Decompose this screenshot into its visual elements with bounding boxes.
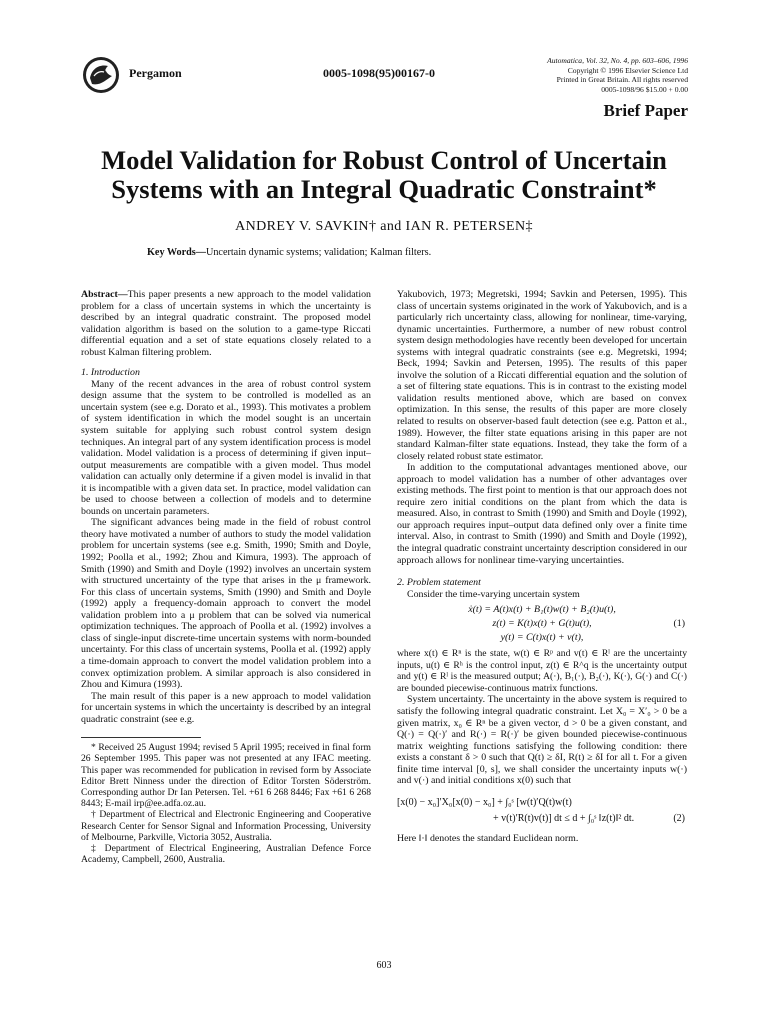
footnote-received: * Received 25 August 1994; revised 5 April 1995; received in final form 26 September 1995. This paper was not presented at any IFAC meeting. This paper was recommended for publication in revised form by Associate Editor Brett Ninness under the direction of Editor Torsten Söderström. Corresponding author Dr Ian Petersen. Tel. +61 6 268 8446; Fax +61 6 268 8443; E-mail irp@ee.adfa.oz.au.	[81, 742, 371, 810]
left-column	[81, 289, 371, 865]
equation-2-line-2-text: + v(t)′R(t)v(t)] dt ≤ d + ∫₀ˢ ‖z(t)‖² dt.	[493, 812, 635, 824]
equation-1-line-2-text: z(t) = K(t)x(t) + G(t)u(t),	[492, 618, 592, 630]
paper-title	[60, 146, 708, 204]
problem-heading: 2. Problem statement	[397, 577, 481, 589]
section-label: Brief Paper	[603, 101, 688, 120]
page-number: 603	[376, 960, 392, 971]
right-column	[397, 289, 687, 844]
authors: ANDREY V. SAVKIN† and IAN R. PETERSEN‡	[235, 219, 533, 234]
citation-printed: Printed in Great Britain. All rights reserved	[556, 75, 688, 85]
abstract-label: Abstract—	[81, 289, 128, 300]
problem-paragraph-4: Here ‖·‖ denotes the standard Euclidean norm.	[397, 832, 579, 844]
intro-paragraph-2: The significant advances being made in the field of robust control theory have motivated a number of authors to study the model validation problem for uncertain systems (see e.g. Smith, 1990; Smith and Doyle, 1992; Poolla et al., 1992; Zhou and Kimura, 1993). The approach of Smith (1990) and Smith and Doyle (1992) involves an uncertain system with structured uncertainty of the type that arises in the μ framework. For this class of uncertain systems, Smith (1990) and Smith and Doyle (1992) apply a frequency-domain approach to convert the model validation problem into a μ problem that can be solved via numerical optimization techniques. The approach of Poolla et al. (1992) involves a class of single-input discrete-time uncertain systems with norm-bounded uncertainty. For this class of uncertain systems, Poolla et al. (1992) apply a time-domain approach to convert the model validation problem into a convex optimization problem. A similar approach is also considered in Zhou and Kimura (1993).	[81, 517, 371, 691]
footnotes	[81, 742, 371, 865]
abstract-text: This paper presents a new approach to the model validation problem for a class of uncertain systems in which the uncertainty is described by an integral quadratic constraint. The proposed model validation algorithm is based on the solution to a game-type Riccati differential equation and a set of state equations closely related to a robust Kalman filtering problem.	[81, 289, 371, 358]
keywords-text: Uncertain dynamic systems; validation; Kalman filters.	[205, 247, 432, 258]
equation-2-number: (2)	[673, 812, 685, 824]
intro-paragraph-3: The main result of this paper is a new approach to model validation for uncertain systems in which the uncertainty is described by an integral quadratic constraint (see e.g.	[81, 690, 371, 725]
intro-paragraph-1: Many of the recent advances in the area of robust control system design assume that the system to be controlled is modelled as an uncertain system (see e.g. Dorato et al., 1993). This motivates a problem of system identification in which the model sought is an uncertain system suitable for applying such robust control system design techniques. An integral part of any system identification process is model validation. Model validation is a process of determining if given input–output measurements are compatible with a given model. Thus model validation can actually only determine if a given model is invalid in that it is incompatible with a given data set. In practice, model validation can be used to choose between a collection of models and to determine bounds on uncertain parameters.	[81, 378, 371, 517]
paper-title-line-2: Systems with an Integral Quadratic Constraint*	[111, 174, 657, 204]
citation-block	[502, 56, 688, 95]
problem-paragraph-3: System uncertainty. The uncertainty in the above system is required to satisfy the following integral quadratic constraint. Let X₀ = X′₀ > 0 be a given matrix, x₀ ∈ Rⁿ be a given vector, d > 0 be a given constant, and Q(·) = Q(·)′ and R(·) = R(·)′ be given bounded piecewise-continuous matrix weighting functions satisfying the following condition: there exists a constant δ > 0 such that Q(t) ≥ δI, R(t) ≥ δI for all t. For a given finite time interval [0, s], we shall consider the uncertainty inputs w(·) and v(·) and initial conditions x(0) such that	[397, 694, 687, 787]
right-paragraph-1: Yakubovich, 1973; Megretski, 1994; Savkin and Petersen, 1995). This class of uncertain systems originated in the work of Yakubovich, and is a particularly rich uncertainty class, allowing for nonlinear, time-varying, dynamic uncertainties. Furthermore, a number of new robust control system design methodologies have recently been developed for uncertain systems with integral quadratic constraints (see e.g. Megretski, 1994; Beck, 1994; Savkin and Petersen, 1995). The results of this paper involve the solution of a Riccati differential equation and the solution of a set of filtering state equations. This is in contrast to the existing model validation results mentioned above, which are based on convex optimization. In this sense, the results of this paper are more closely related to results on observer-based fault detection (see e.g. Patton et al., 1989). However, the filter state equations arising in this paper are not standard Kalman-filter state equations. Instead, they take the form of a closely related robust state estimator.	[397, 289, 687, 462]
equation-1-line-2	[397, 617, 687, 631]
footnote-author-1: † Department of Electrical and Electronic Engineering and Cooperative Research Center for Sensor Signal and Information Processing, University of Melbourne, Parkville, Victoria 3052, Australia.	[81, 809, 371, 843]
equation-1-line-1: ẋ(t) = A(t)x(t) + B₁(t)w(t) + B₂(t)u(t),	[468, 604, 616, 616]
abstract	[81, 289, 371, 358]
problem-paragraph-1: Consider the time-varying uncertain system	[407, 588, 580, 600]
equation-1-line-3: y(t) = C(t)x(t) + v(t),	[500, 632, 584, 644]
publisher-logo-icon	[82, 56, 120, 94]
equation-2-line-1: [x(0) − x₀]′X₀[x(0) − x₀] + ∫₀ˢ [w(t)′Q(t)w(t)	[397, 796, 572, 808]
paper-title-line-1: Model Validation for Robust Control of Uncertain	[101, 145, 667, 175]
problem-paragraph-2: where x(t) ∈ Rⁿ is the state, w(t) ∈ Rᵖ and v(t) ∈ Rˡ are the uncertainty inputs, u(t) ∈ Rʰ is the control input, z(t) ∈ R^q is the uncertainty output and y(t) ∈ Rˡ is the measured output; A(·), B₁(·), B₂(·), K(·), G(·) and C(·) are bounded piecewise-continuous matrix functions.	[397, 648, 687, 694]
keywords-label: Key Words—	[147, 247, 206, 258]
citation-copyright: Copyright © 1996 Elsevier Science Ltd	[567, 65, 688, 75]
footnote-author-2: ‡ Department of Electrical Engineering, Australian Defence Force Academy, Campbell, 2600, Australia.	[81, 843, 371, 866]
publisher-name: Pergamon	[129, 66, 182, 80]
right-paragraph-2: In addition to the computational advantages mentioned above, our approach to model validation has a number of other advantages over existing methods. The first point to mention is that our approach does not require zero initial conditions on the plant from which the data is measured. Also, in contrast to Smith (1990) and Smith and Doyle (1992), our approach requires input–output data defined only over a finite time interval. Also, in contrast to Smith (1990) and Smith and Doyle (1992), the integral quadratic constraint uncertainty description considered in our approach allows for nonlinear time-varying uncertainties.	[397, 462, 687, 566]
citation-journal: Automatica, Vol. 32, No. 4, pp. 603–606, 1996	[547, 56, 688, 65]
equation-1-number: (1)	[673, 618, 685, 630]
equation-2	[397, 795, 687, 827]
equation-1	[397, 603, 687, 645]
citation-price: 0005-1098/96 $15.00 + 0.00	[601, 85, 688, 95]
keywords-line	[147, 247, 431, 258]
equation-2-line-2	[397, 811, 687, 827]
intro-heading: 1. Introduction	[81, 367, 140, 379]
doi-code: 0005-1098(95)00167-0	[323, 66, 435, 80]
